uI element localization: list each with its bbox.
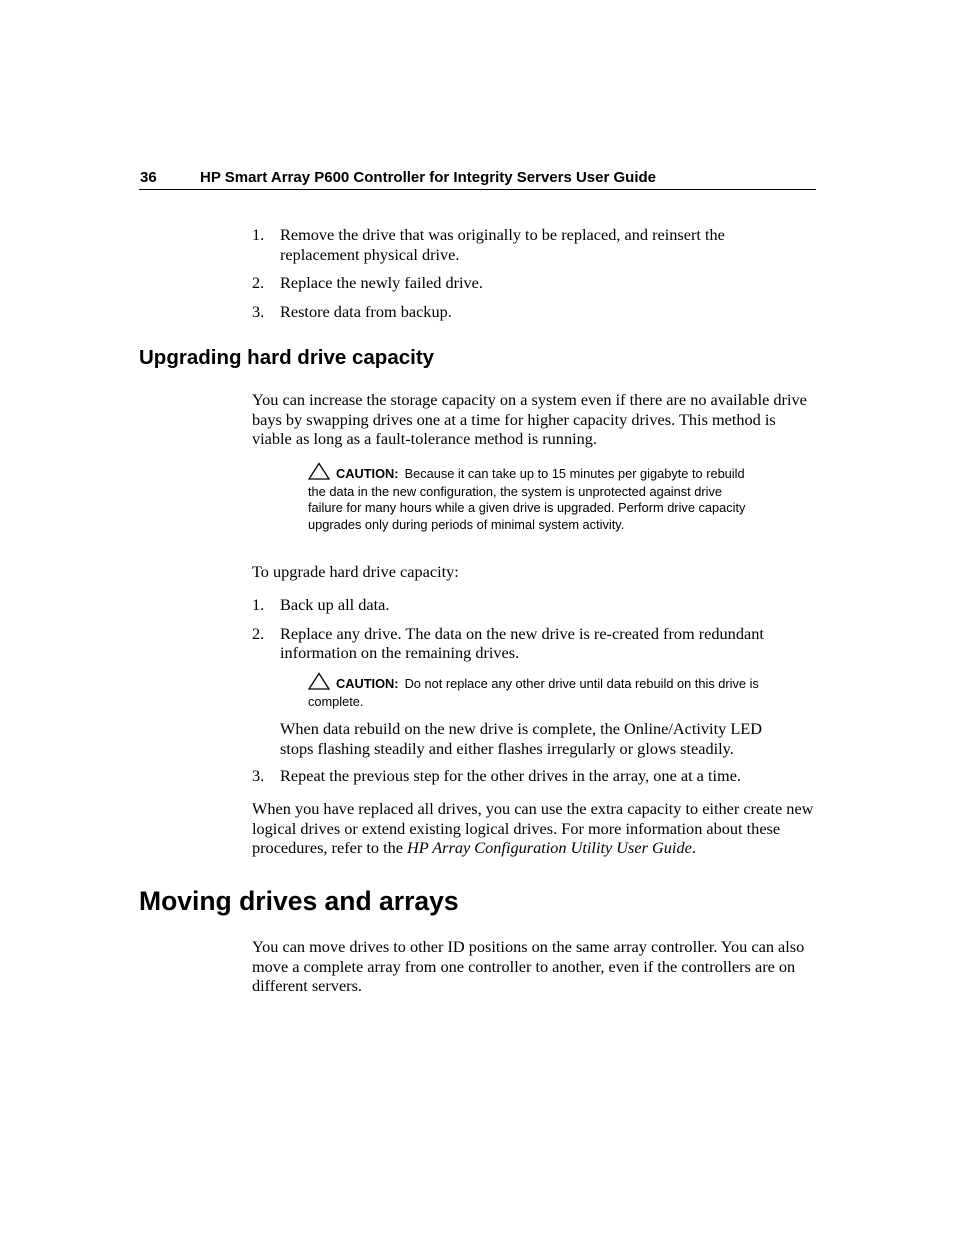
list-item (252, 273, 772, 293)
closing-paragraph (252, 799, 814, 858)
upgrade-step-list (252, 595, 792, 663)
list-item (252, 766, 812, 786)
list-item (252, 302, 772, 322)
caution-triangle-icon (308, 462, 330, 484)
step-text: Restore data from backup. (280, 301, 452, 321)
list-item (252, 624, 792, 663)
step-number: 1. (252, 595, 265, 614)
list-item (252, 225, 772, 264)
header-title: HP Smart Array P600 Controller for Integrity Servers User Guide (200, 169, 656, 186)
step-number: 3. (252, 301, 265, 321)
intro-step-list (252, 225, 772, 321)
caution-text: Do not replace any other drive until data rebuild on this drive is complete. (308, 676, 759, 710)
moving-paragraph: You can move drives to other ID positions on the same array controller. You can also move a complete array from one controller to another, even if the controllers are on different servers. (252, 937, 805, 995)
step-number: 2. (252, 623, 265, 643)
caution-label: CAUTION: (336, 466, 399, 481)
caution-label: CAUTION: (336, 676, 399, 691)
closing-period: . (691, 838, 696, 857)
caution-text: Because it can take up to 15 minutes per gigabyte to rebuild the data in the new configuration, the system is unprotected against drive failure for many hours while a given drive is upgraded. Perform drive capacity upgrades only during periods of minimal system activity. (308, 466, 746, 532)
page-number: 36 (140, 169, 157, 186)
caution-triangle-icon (308, 672, 330, 694)
list-item (252, 595, 792, 615)
caution-note-2 (308, 672, 760, 710)
section-heading-moving: Moving drives and arrays (139, 886, 459, 916)
guide-reference: HP Array Configuration Utility User Guide (407, 838, 692, 857)
rebuild-note: When data rebuild on the new drive is complete, the Online/Activity LED stops flashing steadily and either flashes irregularly or glows steadily. (280, 719, 762, 758)
step-number: 1. (252, 225, 265, 244)
step-text: Repeat the previous step for the other drives in the array, one at a time. (280, 766, 741, 785)
step-text: Replace the newly failed drive. (280, 273, 483, 292)
upgrading-paragraph: You can increase the storage capacity on a system even if there are no available drive bays by swapping drives one at a time for higher capacity drives. This method is viable as long as a fault-tolerance method is running. (252, 390, 807, 448)
section-heading-upgrading: Upgrading hard drive capacity (139, 346, 435, 369)
upgrade-step-list-continued (252, 766, 812, 786)
caution-note-1 (308, 462, 760, 533)
step-text: Remove the drive that was originally to be replaced, and reinsert the replacement physical drive. (280, 225, 725, 264)
step-text: Replace any drive. The data on the new drive is re-created from redundant information on the remaining drives. (280, 623, 764, 662)
upgrade-lead-text: To upgrade hard drive capacity: (252, 562, 459, 581)
closing-text: When you have replaced all drives, you can use the extra capacity to either create new logical drives or extend existing logical drives. For more information about these procedures, refer to the (252, 799, 814, 857)
step-number: 2. (252, 273, 265, 292)
running-header (139, 168, 816, 190)
step-number: 3. (252, 766, 265, 785)
step-text: Back up all data. (280, 595, 390, 614)
